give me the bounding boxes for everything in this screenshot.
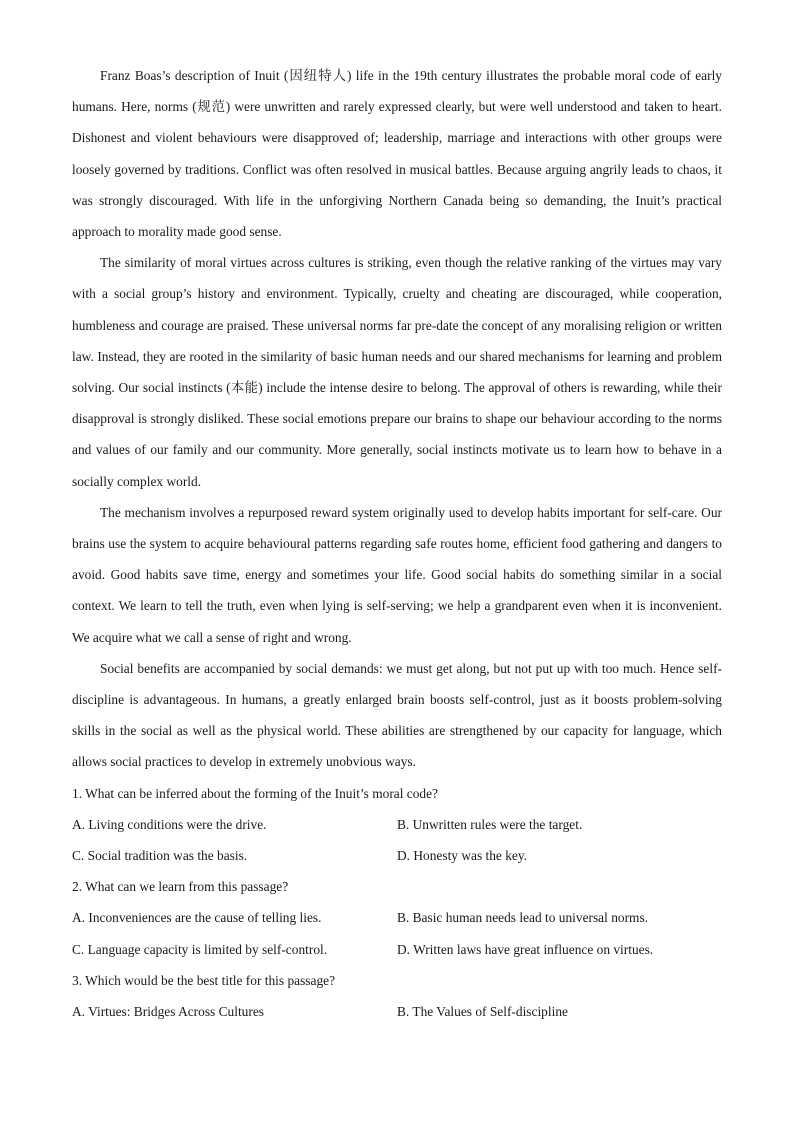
document-page — [72, 60, 722, 1027]
question-2 — [72, 871, 722, 965]
option-d: D. Written laws have great influence on virtues. — [397, 941, 654, 957]
passage-paragraph-4: Social benefits are accompanied by social demands: we must get along, but not put up with too much. Hence self-discipline is advantageous. In humans, a greatly enlarged brain boosts self-control, just as it boosts problem-solving skills in the social as well as the physical world. These abilities are strengthened by our capacity for language, which allows social practices to develop in extremely unobvious ways. — [72, 660, 722, 770]
question-1 — [72, 778, 722, 872]
option-a: A. Inconveniences are the cause of telling lies. — [72, 910, 322, 926]
option-b: B. Basic human needs lead to universal norms. — [397, 910, 649, 926]
answer-options — [72, 902, 722, 964]
passage-paragraph-3: The mechanism involves a repurposed reward system originally used to develop habits important for self-care. Our brains use the system to acquire behavioural patterns regarding safe routes home, efficient food gathering and dangers to avoid. Good habits save time, energy and sometimes your life. Good social habits do something similar in a social context. We learn to tell the truth, even when lying is self-serving; we help a grandparent even when it is inconvenient. We acquire what we call a sense of right and wrong. — [72, 504, 722, 645]
question-stem: 2. What can we learn from this passage? — [72, 879, 289, 895]
option-a: A. Living conditions were the drive. — [72, 816, 267, 832]
option-c: C. Language capacity is limited by self-control. — [72, 941, 328, 957]
option-d: D. Honesty was the key. — [397, 848, 528, 864]
question-stem: 1. What can be inferred about the forming of the Inuit’s moral code? — [72, 785, 439, 801]
answer-options — [72, 996, 722, 1027]
passage-paragraph-2: The similarity of moral virtues across cultures is striking, even though the relative ranking of the virtues may vary with a social group’s history and environment. Typically, cruelty and cheating are discouraged, while cooperation, humbleness and courage are praised. These universal norms far pre-date the concept of any moralising religion or written law. Instead, they are rooted in the similarity of basic human needs and our shared mechanisms for learning and problem solving. Our social instincts (本能) include the intense desire to belong. The approval of others is rewarding, while their disapproval is strongly disliked. These social emotions prepare our brains to shape our behaviour according to the norms and values of our family and our community. More generally, social instincts motivate us to learn how to behave in a socially complex world. — [72, 255, 722, 489]
passage-paragraph-1: Franz Boas’s description of Inuit (因纽特人) life in the 19th century illustrates the probable moral code of early humans. Here, norms (规范) were unwritten and rarely expressed clearly, but were well understood and taken to heart. Dishonest and violent behaviours were disapproved of; leadership, marriage and interactions with other groups were loosely governed by traditions. Conflict was often resolved in musical battles. Because arguing angrily leads to chaos, it was strongly discouraged. With life in the unforgiving Northern Canada being so demanding, the Inuit’s practical approach to morality made good sense. — [72, 68, 722, 240]
option-b: B. The Values of Self-discipline — [397, 1004, 568, 1020]
question-stem: 3. Which would be the best title for this passage? — [72, 972, 336, 988]
passage — [72, 60, 722, 778]
question-3 — [72, 965, 722, 1027]
option-b: B. Unwritten rules were the target. — [397, 816, 583, 832]
answer-options — [72, 809, 722, 871]
option-c: C. Social tradition was the basis. — [72, 848, 248, 864]
option-a: A. Virtues: Bridges Across Cultures — [72, 1004, 264, 1020]
